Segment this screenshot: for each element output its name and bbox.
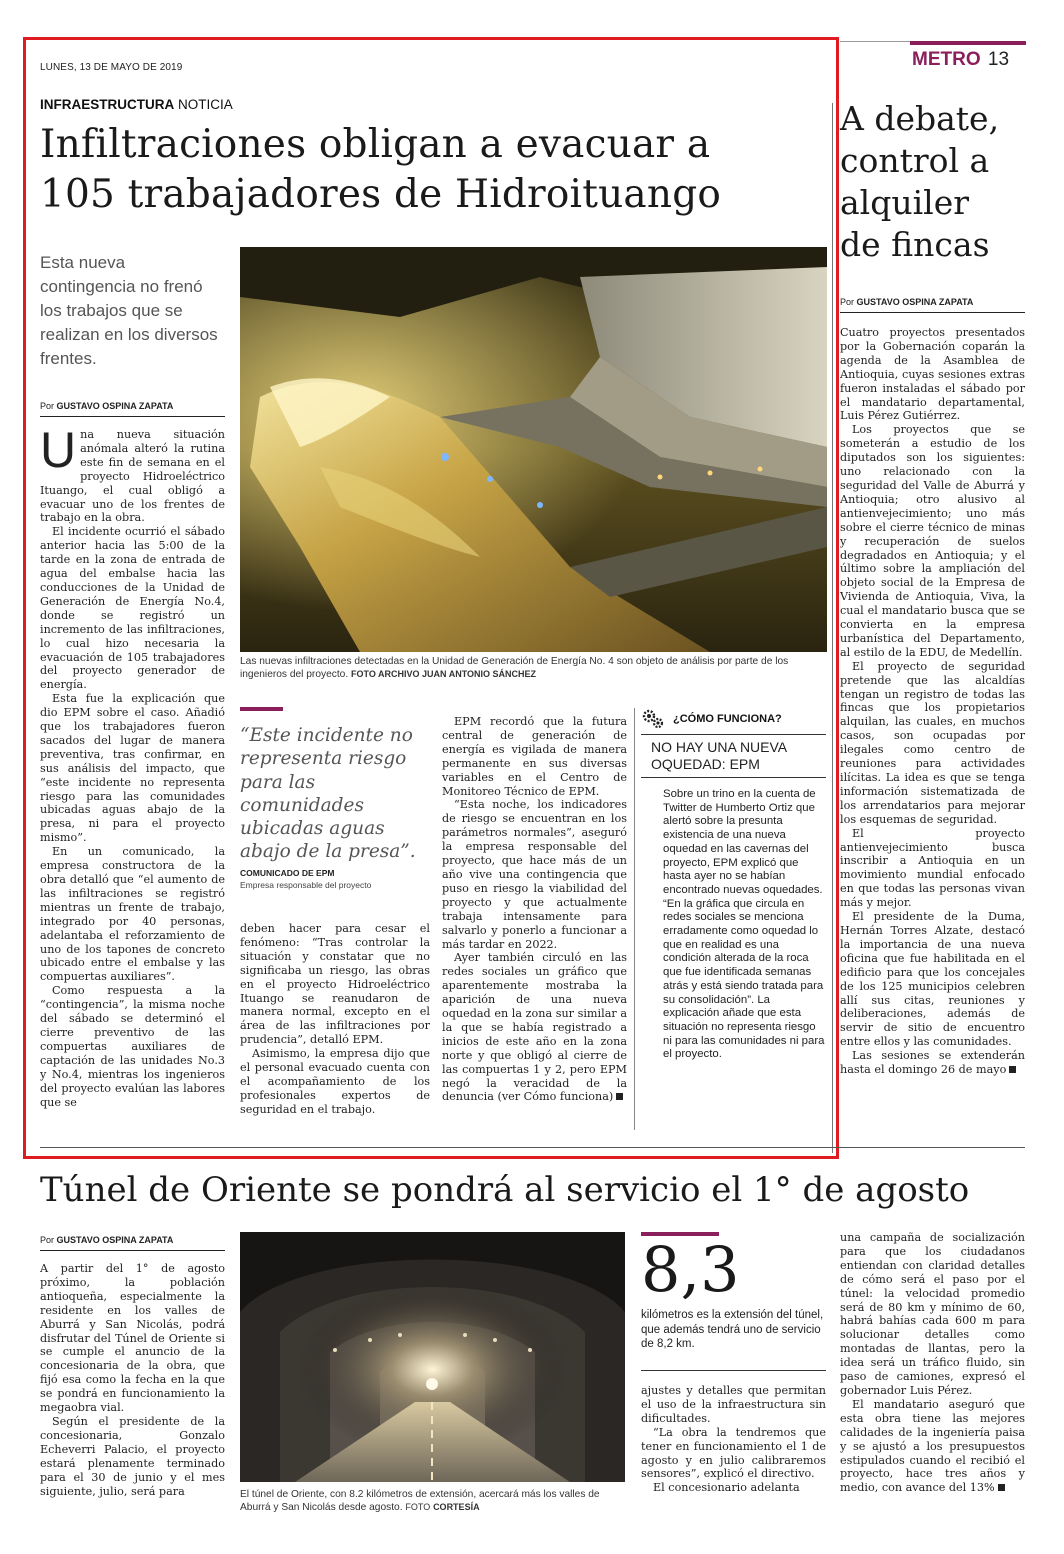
main-paragraph: “Esta noche, los indicadores de riesgo se encuentran en los parámetros normales”, aseguró la empresa responsable del proyecto, que hace más de un año vive una contingencia que puso en riesgo la viabilidad del proyecto y que actualmente trabaja intensamente para salvarlo y ponerlo a funcionar a más tardar en 2022. xyxy=(442,798,627,951)
story-separator xyxy=(40,1147,1025,1148)
drop-cap: U xyxy=(40,422,77,478)
gears-icon xyxy=(641,708,665,730)
main-paragraph: Esta fue la explicación que dio EPM sobre el caso. Añadió que los trabajadores fueron sacados del lugar de manera preventiva, tras confirmar, en sus análisis del impacto, que “este incidente no representa riesgo para las comunidades ubicadas aguas abajo de la presa, ni para el proyecto mismo”. xyxy=(40,692,225,845)
main-headline-line1: Infiltraciones obligan a evacuar a xyxy=(40,122,711,167)
main-paragraph: Asimismo, la empresa dijo que el personal evacuado cuenta con el acompañamiento de los profesionales expertos de seguridad en el trabajo. xyxy=(240,1047,430,1116)
stat-rule xyxy=(641,1370,826,1371)
bottom-paragraph: “La obra la tendremos que tener en funcionamiento el 1 de agosto y en julio calibraremos sensores”, explicó el directivo. xyxy=(641,1425,826,1481)
main-column-3 xyxy=(442,715,627,1104)
bottom-paragraph: ajustes y detalles que permitan el uso de la infraestructura sin dificultades. xyxy=(641,1384,826,1425)
bottom-column-3 xyxy=(641,1384,826,1495)
tunnel-illustration xyxy=(240,1232,625,1482)
end-mark xyxy=(616,1093,623,1100)
bottom-paragraph: Según el presidente de la concesionaria, Gonzalo Echeverri Palacio, el proyecto estará plenamente terminado para el 30 de junio y el mes siguiente, julio, será para xyxy=(40,1414,225,1498)
main-photo xyxy=(240,247,827,652)
byline-prefix: Por xyxy=(840,297,855,307)
page-date: LUNES, 13 DE MAYO DE 2019 xyxy=(40,62,183,73)
sidebar-title: NO HAY UNA NUEVA OQUEDAD: EPM xyxy=(641,734,826,778)
main-paragraph: Como respuesta a la “contingencia”, la misma noche del sábado se determinó el cierre preventivo de las compuertas auxiliares de captación de las unidades No.3 y No.4, mientras los ingenieros del proyecto evalúan las labores que se xyxy=(40,984,225,1109)
bottom-column-1 xyxy=(40,1262,225,1498)
kicker-section: INFRAESTRUCTURA xyxy=(40,97,175,112)
sidebar-header xyxy=(641,708,826,730)
byline-author: GUSTAVO OSPINA ZAPATA xyxy=(56,1235,174,1245)
section-color-bar xyxy=(910,41,1026,45)
main-photo-credit: FOTO ARCHIVO JUAN ANTONIO SÁNCHEZ xyxy=(351,669,537,679)
main-photo-caption-text: Las nuevas infiltraciones detectadas en la Unidad de Generación de Energía No. 4 son objeto de análisis por parte de los ingenieros del proyecto. xyxy=(240,656,789,680)
right-paragraph xyxy=(840,1049,1025,1077)
right-paragraph: El proyecto antienvejecimiento busca inscribir a Antioquia en un movimiento mundial enfocado en que todas las personas vivan más y mejor. xyxy=(840,826,1025,910)
kicker xyxy=(40,97,233,112)
bottom-paragraph-text: El mandatario aseguró que esta obra tiene las mejores calidades de la ingeniería paisa y se ajustó a los presupuestos estipulados cuando el recibió el proyecto, hace tres años y medio, con avance del 13% xyxy=(840,1397,1025,1495)
stat-text: kilómetros es la extensión del túnel, que además tendrá uno de servicio de 8,2 km. xyxy=(641,1309,824,1351)
main-deck: Esta nueva contingencia no frenó los trabajos que se realizan en los diversos frentes. xyxy=(40,253,218,368)
right-paragraph: Los proyectos que se someterán a estudio de los diputados son los siguientes: uno relacionado con la seguridad del Valle de Aburrá y Antioquia; otro alusivo al antienvejecimiento; uno más sobre el cierre técnico de minas y recuperación de suelos degradados en Antioquia; y el último sobre la ampliación del objeto social de la Empresa de Vivienda de Antioquia, Viva, la cual el mandatario busca que se convierta en la empresa urbanística del Departamento, al estilo de la EDU, de Medellín. xyxy=(840,423,1025,659)
bottom-paragraph xyxy=(840,1398,1025,1495)
pull-quote: “Este incidente no representa riesgo para las comunidades ubicadas aguas abajo de la presa”. xyxy=(240,725,416,863)
right-paragraph: El presidente de la Duma, Hernán Torres Alzate, destacó la importancia de una nueva oficina que fue habilitada en el edificio para que los concejales de los 125 municipios celebren allí sus citas, reuniones y deliberaciones, además de servir de sitio de encuentro entre ellos y las comunidades. xyxy=(840,910,1025,1049)
sidebar-text: Sobre un trino en la cuenta de Twitter de Humberto Ortiz que alertó sobre la presunta existencia de una nueva oquedad en las cavernas del proyecto, EPM explicó que hasta ayer no se habían encontrado nuevas oquedades. “En la gráfica que circula en redes sociales se menciona erradamente como oquedad lo que en realidad es una condición alterada de la roca que fue identificada semanas atrás y está siendo tratada para su consolidación”. La explicación añade que esta situación no representa riesgo ni para las comunidades ni para el proyecto. xyxy=(663,788,825,1061)
bottom-paragraph: A partir del 1° de agosto próximo, la población antioqueña, especialmente la residente en los valles de Aburrá y San Nicolás, podrá disfrutar del Túnel de Oriente si se cumple el anuncio de la concesionaria de la obra, que fijó esa como la fecha en la que se pondrá en funcionamiento la megaobra vial. xyxy=(40,1262,225,1415)
sidebar-label: ¿CÓMO FUNCIONA? xyxy=(673,713,782,725)
right-paragraph: El proyecto de seguridad pretende que las alcaldías tengan un registro de todas las fincas que los propietarios alquilan, las cuales, en muchos casos, son ocupadas por ilegales como centro de reuniones para actividades ilícitas. La idea es que se tenga información sistematizada de los arrendatarios para mejorar los esquemas de seguridad. xyxy=(840,659,1025,826)
right-column xyxy=(840,326,1025,1077)
bottom-byline xyxy=(40,1235,225,1251)
end-mark xyxy=(1009,1066,1016,1073)
byline-author: GUSTAVO OSPINA ZAPATA xyxy=(56,401,174,411)
stat-value: 8,3 xyxy=(641,1233,740,1306)
main-paragraph: En un comunicado, la empresa constructora de la obra detalló que “el aumento de las infiltraciones se registró mientras un frente de trabajo, integrado por 40 personas, adelantaba el reforzamiento de uno de los tapones de concreto ubicado entre el embalse y las compuertas auxiliares”. xyxy=(40,845,225,984)
main-paragraph: El incidente ocurrió el sábado anterior hacia las 5:00 de la tarde en la zona de entrada de agua del embalse hacia las conducciones de la Unidad de Generación de Energía No.4, donde se registró un incremento de las infiltraciones, lo cual hizo necesaria la evacuación de 105 trabajadores del proyecto generador de energía. xyxy=(40,525,225,692)
main-paragraph: deben hacer para cesar el fenómeno: “Tras controlar la situación y constatar que no significaba un riesgo, las obras en el proyecto Hidroeléctrico Ituango se reanudaron de manera normal, excepto en el área de las infiltraciones por prudencia”, detalló EPM. xyxy=(240,922,430,1047)
sidebar xyxy=(641,708,826,1062)
main-column-2 xyxy=(240,922,430,1117)
pull-quote-bar xyxy=(240,707,283,711)
tunnel-credit-prefix: FOTO xyxy=(405,1502,431,1512)
main-paragraph xyxy=(442,951,627,1104)
main-paragraph: na nueva situación anómala alteró la rutina este fin de semana en el proyecto Hidroeléctrico Ituango, el cual obligó a evacuar uno de los frentes de trabajo en la obra. xyxy=(40,428,225,525)
page-number: 13 xyxy=(987,49,1010,70)
quote-source: COMUNICADO DE EPM xyxy=(240,868,335,878)
main-paragraph: EPM recordó que la futura central de generación de energía es vigilada de manera permanente en sus diversas variables en el Centro de Monitoreo Técnico de EPM. xyxy=(442,715,627,798)
right-byline xyxy=(840,297,1025,313)
main-column-1 xyxy=(40,422,225,1109)
column-divider xyxy=(832,103,833,1153)
right-paragraph: Cuatro proyectos presentados por la Gobernación coparán la agenda de la Asamblea de Antioquia, cuyas sesiones extras fueron instaladas el sábado por el mandatario departamental, Luis Pérez Gutiérrez. xyxy=(840,326,1025,423)
bottom-paragraph: El concesionario adelanta xyxy=(653,1481,800,1495)
tunnel-credit: CORTESÍA xyxy=(433,1502,480,1512)
end-mark xyxy=(998,1484,1005,1491)
section-name: METRO xyxy=(912,49,981,70)
tunnel-caption-text: El túnel de Oriente, con 8.2 kilómetros de extensión, acercará más los valles de Aburrá y San Nicolás desde agosto. xyxy=(240,1489,600,1513)
quote-source-desc: Empresa responsable del proyecto xyxy=(240,880,372,890)
byline-prefix: Por xyxy=(40,1235,55,1245)
tunnel-photo xyxy=(240,1232,625,1482)
section-label xyxy=(912,49,1009,71)
main-byline xyxy=(40,401,225,417)
right-headline: A debate, control a alquiler de fincas xyxy=(840,99,1000,264)
tunnel-photo-caption xyxy=(240,1488,630,1514)
main-photo-caption xyxy=(240,655,830,681)
spillway-illustration xyxy=(240,247,827,652)
byline-author: GUSTAVO OSPINA ZAPATA xyxy=(856,297,974,307)
bottom-headline: Túnel de Oriente se pondrá al servicio el 1° de agosto xyxy=(40,1170,970,1210)
bottom-paragraph: una campaña de socialización para que los ciudadanos entiendan con claridad detalles de cómo será el paso por el túnel: la velocidad promedio será de 80 km y mínimo de 60, habrá bahías cada 600 m para solucionar detalles como montadas de llantas, pero la idea será un tráfico fluido, sin paso de camiones, expresó el gobernador Luis Pérez. xyxy=(840,1231,1025,1397)
byline-prefix: Por xyxy=(40,401,55,411)
kicker-type: NOTICIA xyxy=(178,97,233,112)
main-paragraph-text: Ayer también circuló en las redes sociales un gráfico que aparentemente mostraba la aparición de una nueva oquedad en la zona sur similar a la que se había registrado a inicios de este año en la zona norte y que obligó al cierre de las compuertas 1 y 2, pero EPM negó la veracidad de la denuncia (ver Cómo funciona) xyxy=(442,951,627,1104)
main-headline-line2: 105 trabajadores de Hidroituango xyxy=(40,172,722,217)
bottom-column-4 xyxy=(840,1231,1025,1495)
sidebar-rule xyxy=(634,708,635,1130)
main-headline xyxy=(40,120,830,220)
right-paragraph-text: Las sesiones se extenderán hasta el domingo 26 de mayo xyxy=(840,1049,1025,1077)
